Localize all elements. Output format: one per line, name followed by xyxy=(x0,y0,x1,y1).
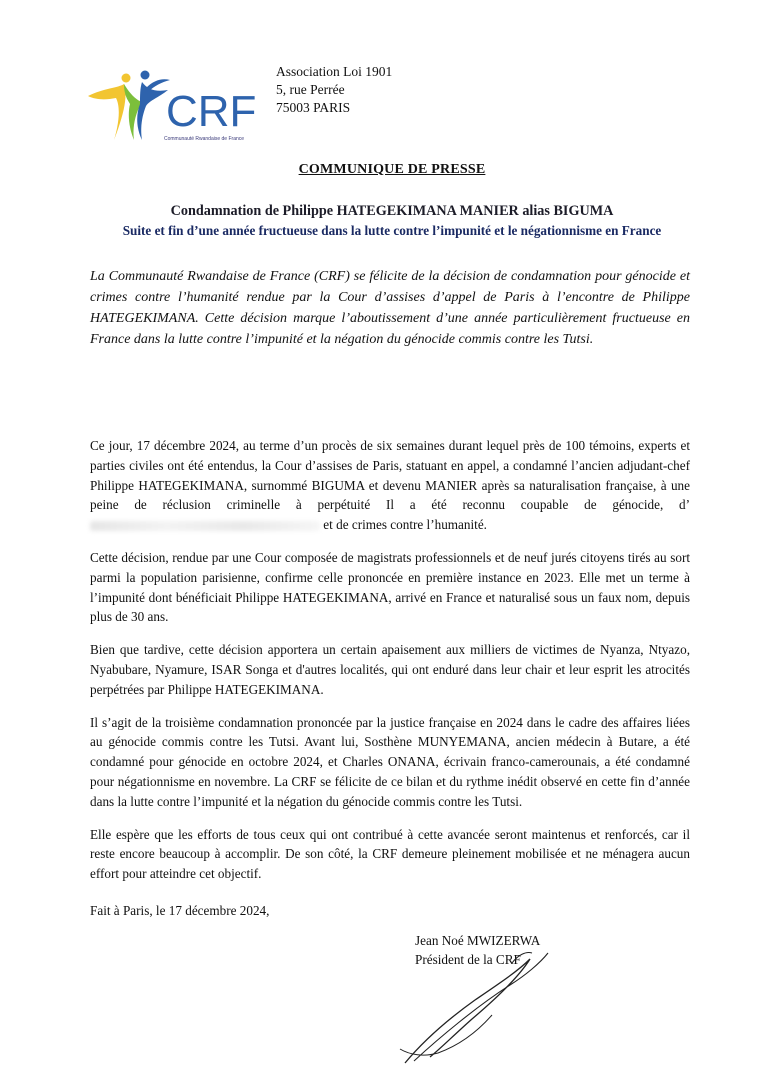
intro-paragraph: La Communauté Rwandaise de France (CRF) se félicite de la décision de condamnation pour génocide et crimes contre l’humanité rendue par la Cour d’assises d’appel de Paris à l’encontre de Philippe HATEGEKIMANA. Cette décision marque l’aboutissement d’une année particulièrement fructueuse en France dans la lutte contre l’impunité et la négation du génocide commis contre les Tutsi. xyxy=(90,269,690,347)
body-paragraph: Cette décision, rendue par une Cour composée de magistrats professionnels et de neuf jurés citoyens tirés au sort parmi la population parisienne, confirme celle prononcée en première instance en 2023. Elle met un terme à l’impunité dont bénéficiait Philippe HATEGEKIMANA, arrivé en France et naturalisé sous un faux nom, depuis plus de 30 ans. xyxy=(90,549,690,625)
body-paragraph-text: Ce jour, 17 décembre 2024, au terme d’un procès de six semaines durant lequel près de 100 témoins, experts et parties civiles ont été entendus, la Cour d’assises de Paris, statuant en appel, a condamné l’ancien adjudant-chef Philippe HATEGEKIMANA, surnommé BIGUMA et devenu MANIER après sa naturalisation française, à une peine de réclusion criminelle à perpétuité Il a été reconnu coupable de génocide, d’ xyxy=(90,438,690,513)
body-paragraph: Bien que tardive, cette décision apportera un certain apaisement aux milliers de victimes de Nyanza, Ntyazo, Nyabubare, Nyamure, ISAR Songa et d'autres localités, qui ont enduré dans leur chair et leur esprit les atrocités perpétrées par Philippe HATEGEKIMANA. xyxy=(90,642,690,697)
body-paragraph: Il s’agit de la troisième condamnation prononcée par la justice française en 2024 dans le cadre des affaires liées au génocide commis contre les Tutsi. Avant lui, Sosthène MUNYEMANA, ancien médecin à Butare, a été condamné pour génocide en octobre 2024, et Charles ONANA, écrivain franco-camerounais, a été condamné pour négationnisme en novembre. La CRF se félicite de ce bilan et du rythme inédit observé en cette fin d’année dans la lutte contre l’impunité et la négation du génocide commis contre les Tutsi. xyxy=(90,714,690,809)
address-line: Association Loi 1901 xyxy=(276,64,393,79)
address-block xyxy=(276,63,392,117)
logo-figure-head-right xyxy=(141,71,150,80)
subject-title: Condamnation de Philippe HATEGEKIMANA MANIER alias BIGUMA xyxy=(170,203,614,219)
redacted-text xyxy=(90,521,320,531)
signature-stroke xyxy=(405,959,530,1063)
place-date: Fait à Paris, le 17 décembre 2024, xyxy=(90,903,270,918)
logo-figure-head-left xyxy=(122,74,131,83)
body-text xyxy=(90,436,690,897)
logo-caption: Communauté Rwandaise de France xyxy=(164,136,245,142)
page-title: COMMUNIQUE DE PRESSE xyxy=(298,162,486,177)
logo-figure-blue xyxy=(137,82,168,140)
address-line: 5, rue Perrée xyxy=(276,82,345,97)
subject-block xyxy=(0,202,784,240)
subject-subtitle: Suite et fin d’une année fructueuse dans la lutte contre l’impunité et le négationnisme en France xyxy=(122,223,662,238)
signature xyxy=(380,945,580,1070)
signatory-name: Jean Noé MWIZERWA xyxy=(415,933,541,948)
body-paragraph: Elle espère que les efforts de tous ceux qui ont contribué à cette avancée seront maintenus et renforcés, car il reste encore beaucoup à accomplir. De son côté, la CRF demeure pleinement mobilisée et ne ménagera aucun effort pour atteindre cet objectif. xyxy=(90,826,690,882)
body-paragraph-text: et de crimes contre l’humanité. xyxy=(323,517,487,533)
body-paragraph xyxy=(90,436,690,535)
logo-wordmark: CRF xyxy=(166,87,257,136)
signature-stroke xyxy=(400,1015,492,1055)
signatory-title: Président de la CRF xyxy=(415,952,521,967)
signature-stroke xyxy=(414,953,548,1061)
address-line: 75003 PARIS xyxy=(276,100,351,115)
logo-figure-yellow xyxy=(88,84,126,140)
